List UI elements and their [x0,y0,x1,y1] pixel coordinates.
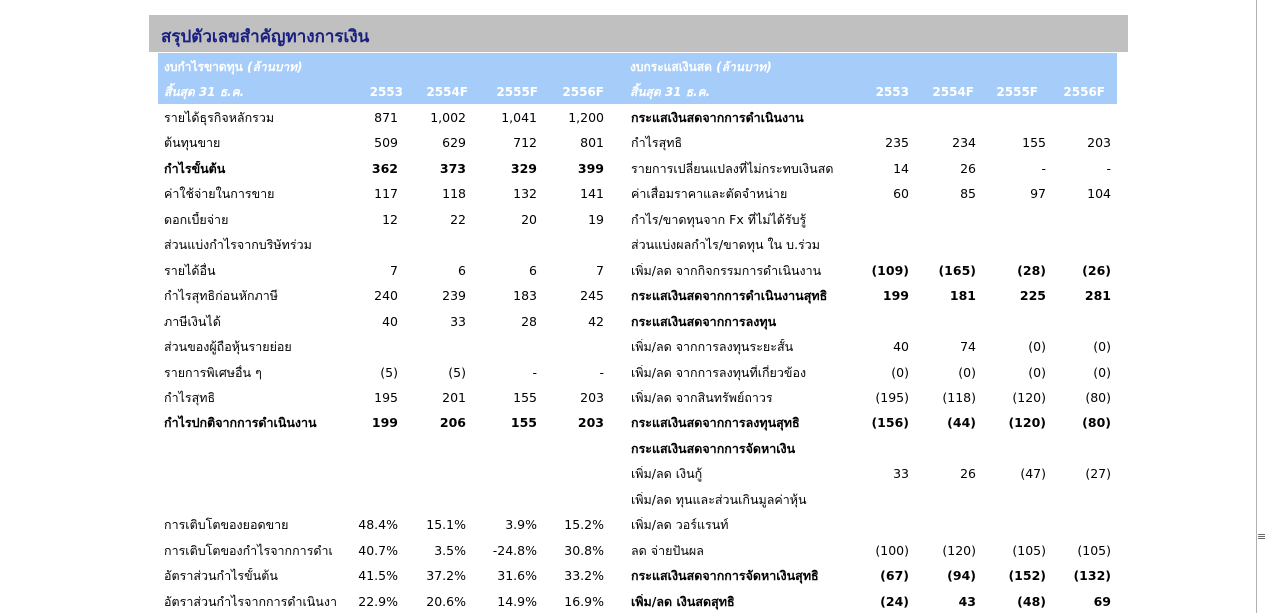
income-statement-label: งบกำไรขาดทุน [164,60,243,74]
left-row-value: 195 [374,390,398,405]
left-row-value: 629 [442,135,466,150]
left-row-value: 203 [577,415,604,430]
right-row-label: เพิ่ม/ลด วอร์แรนท์ [631,517,729,532]
left-row-value: 6 [458,263,466,278]
left-row-value: - [599,365,604,380]
right-row-value: (156) [871,415,909,430]
right-row-value: 181 [949,288,976,303]
left-row-value: 15.2% [564,517,604,532]
left-row-label: กำไรสุทธิ [164,390,216,405]
left-row-value: 155 [513,390,537,405]
right-row-value: 43 [958,594,976,609]
right-row-value: 225 [1019,288,1046,303]
left-period-label: สิ้นสุด 31 ธ.ค. [164,85,245,99]
left-row-value: 42 [588,314,604,329]
left-row-label: ค่าใช้จ่ายในการขาย [164,186,275,201]
left-row-value: 509 [374,135,398,150]
right-row-label: กำไรสุทธิ [631,135,683,150]
table-header [158,53,1117,104]
right-row-value: (165) [938,263,976,278]
right-row-value: 97 [1030,186,1046,201]
right-row-label: เพิ่ม/ลด จากการลงทุนที่เกี่ยวข้อง [631,365,807,380]
right-row-value: (0) [891,365,909,380]
right-row-label: กระแสเงินสดจากการจัดหาเงิน [631,441,796,456]
left-row-label: รายได้ธุรกิจหลักรวม [164,110,275,125]
right-row-value: (27) [1085,466,1111,481]
right-row-label: กระแสเงินสดจากการดำเนินงาน [631,110,804,125]
left-row-value: 15.1% [426,517,466,532]
right-row-value: (120) [1008,415,1046,430]
right-row-value: (132) [1073,568,1111,583]
right-row-value: 203 [1087,135,1111,150]
left-row-value: 31.6% [497,568,537,583]
right-row-value: 74 [960,339,976,354]
right-row-value: 199 [882,288,909,303]
left-year-2554f: 2554F [426,85,468,99]
window-border [1256,0,1257,613]
right-row-label: กระแสเงินสดจากการลงทุนสุทธิ [631,415,800,430]
left-row-value: 48.4% [358,517,398,532]
left-row-value: 7 [390,263,398,278]
left-row-value: 41.5% [358,568,398,583]
right-row-value: (105) [1077,543,1111,558]
right-row-label: เพิ่ม/ลด เงินกู้ [631,466,703,481]
left-row-value: 712 [513,135,537,150]
left-row-value: 22.9% [358,594,398,609]
right-row-value: (0) [1093,339,1111,354]
left-row-value: 801 [580,135,604,150]
left-row-label: ส่วนของผู้ถือหุ้นรายย่อย [164,339,292,354]
left-row-value: -24.8% [492,543,537,558]
left-row-label: รายการพิเศษอื่น ๆ [164,365,262,380]
left-row-label: อัตราส่วนกำไรขั้นต้น [164,568,278,583]
cashflow-statement-label: งบกระแสเงินสด [630,60,712,74]
right-row-value: (0) [958,365,976,380]
left-row-value: 141 [580,186,604,201]
left-year-2553: 2553 [369,85,403,99]
scroll-grip-icon[interactable]: ≡ [1257,530,1266,543]
right-row-value: (152) [1008,568,1046,583]
right-row-value: (48) [1017,594,1046,609]
right-row-value: (24) [880,594,909,609]
right-row-value: 104 [1087,186,1111,201]
cashflow-unit: (ล้านบาท) [716,60,772,74]
left-row-value: 245 [580,288,604,303]
left-row-value: 183 [513,288,537,303]
left-row-label: ต้นทุนขาย [164,135,221,150]
right-row-value: (0) [1028,365,1046,380]
right-row-value: 14 [893,161,909,176]
right-row-value: (118) [942,390,976,405]
left-row-value: 28 [521,314,537,329]
right-year-2553: 2553 [875,85,909,99]
right-row-label: กระแสเงินสดจากการดำเนินงานสุทธิ [631,288,828,303]
left-row-label: กำไรสุทธิก่อนหักภาษี [164,288,279,303]
right-row-value: (47) [1020,466,1046,481]
right-row-label: เพิ่ม/ลด จากการลงทุนระยะสั้น [631,339,794,354]
left-row-value: 6 [529,263,537,278]
left-row-value: 240 [374,288,398,303]
left-row-value: 239 [442,288,466,303]
right-row-value: (94) [947,568,976,583]
left-row-value: 201 [442,390,466,405]
left-row-value: 20 [521,212,537,227]
left-row-value: 37.2% [426,568,466,583]
left-row-value: 155 [510,415,537,430]
left-row-value: 203 [580,390,604,405]
right-row-label: เพิ่ม/ลด จากกิจกรรมการดำเนินงาน [631,263,822,278]
right-row-label: ส่วนแบ่งผลกำไร/ขาดทุน ใน บ.ร่วม [631,237,821,252]
right-year-2556f: 2556F [1063,85,1105,99]
right-row-value: - [1106,161,1111,176]
right-period-label: สิ้นสุด 31 ธ.ค. [630,85,711,99]
left-year-2555f: 2555F [496,85,538,99]
page-title: สรุปตัวเลขสำคัญทางการเงิน [161,27,370,47]
right-row-label: กำไร/ขาดทุนจาก Fx ที่ไม่ได้รับรู้ [631,212,807,227]
right-year-2555f: 2555F [996,85,1038,99]
right-row-label: ค่าเสื่อมราคาและตัดจำหน่าย [631,186,788,201]
right-row-value: (100) [875,543,909,558]
left-row-value: 3.5% [434,543,466,558]
right-row-value: 60 [893,186,909,201]
left-row-label: ส่วนแบ่งกำไรจากบริษัทร่วม [164,237,312,252]
right-row-label: เพิ่ม/ลด เงินสดสุทธิ [631,594,735,609]
left-row-label: การเติบโตของยอดขาย [164,517,289,532]
right-row-label: กระแสเงินสดจากการลงทุน [631,314,777,329]
right-row-value: 234 [952,135,976,150]
right-row-value: (105) [1012,543,1046,558]
right-row-value: (120) [942,543,976,558]
left-row-value: 7 [596,263,604,278]
left-row-label: รายได้อื่น [164,263,216,278]
left-row-value: 206 [439,415,466,430]
right-row-label: เพิ่ม/ลด ทุนและส่วนเกินมูลค่าหุ้น [631,492,807,507]
left-row-value: 399 [577,161,604,176]
left-row-value: 40 [382,314,398,329]
left-row-value: 20.6% [426,594,466,609]
left-row-value: 117 [374,186,398,201]
left-section-title [164,60,303,74]
left-row-value: 30.8% [564,543,604,558]
right-year-2554f: 2554F [932,85,974,99]
title-banner [149,15,1128,52]
right-row-value: 69 [1093,594,1111,609]
left-row-value: 362 [371,161,398,176]
left-row-value: 22 [450,212,466,227]
right-row-value: (0) [1028,339,1046,354]
left-row-value: 118 [442,186,466,201]
right-row-value: (120) [1012,390,1046,405]
right-row-value: (44) [947,415,976,430]
left-row-value: 1,002 [430,110,466,125]
right-row-label: รายการเปลี่ยนแปลงที่ไม่กระทบเงินสด [631,161,834,176]
left-row-label: ภาษีเงินได้ [164,314,221,329]
left-row-value: 1,200 [568,110,604,125]
right-row-value: 85 [960,186,976,201]
left-row-value: 199 [371,415,398,430]
right-row-value: 40 [893,339,909,354]
left-row-value: 40.7% [358,543,398,558]
right-row-value: (0) [1093,365,1111,380]
right-row-value: 281 [1084,288,1111,303]
right-row-value: (80) [1082,415,1111,430]
left-row-value: 3.9% [505,517,537,532]
left-row-value: 12 [382,212,398,227]
right-row-value: 235 [885,135,909,150]
left-row-value: 19 [588,212,604,227]
left-year-2556f: 2556F [562,85,604,99]
left-row-label: กำไรขั้นต้น [164,161,226,176]
right-row-value: 33 [893,466,909,481]
left-row-value: 329 [510,161,537,176]
right-row-value: (80) [1085,390,1111,405]
right-row-label: เพิ่ม/ลด จากสินทรัพย์ถาวร [631,390,773,405]
left-row-label: อัตราส่วนกำไรจากการดำเนินงา [164,594,337,609]
right-row-label: กระแสเงินสดจากการจัดหาเงินสุทธิ [631,568,819,583]
left-row-label: การเติบโตของกำไรจากการดำเ [164,543,333,558]
right-row-value: (28) [1017,263,1046,278]
left-row-value: 373 [439,161,466,176]
left-row-label: ดอกเบี้ยจ่าย [164,212,229,227]
right-row-value: 26 [960,466,976,481]
left-row-value: 16.9% [564,594,604,609]
left-row-value: (5) [380,365,398,380]
right-row-value: (109) [871,263,909,278]
left-row-value: 132 [513,186,537,201]
left-row-value: 33 [450,314,466,329]
right-row-value: (195) [875,390,909,405]
left-row-value: 1,041 [501,110,537,125]
left-row-value: - [532,365,537,380]
right-row-label: ลด จ่ายปันผล [631,543,704,558]
right-row-value: - [1041,161,1046,176]
right-section-title [630,60,772,74]
right-row-value: 155 [1022,135,1046,150]
left-row-value: 871 [374,110,398,125]
left-row-value: (5) [448,365,466,380]
left-row-value: 14.9% [497,594,537,609]
income-unit: (ล้านบาท) [247,60,303,74]
left-row-value: 33.2% [564,568,604,583]
right-row-value: 26 [960,161,976,176]
right-row-value: (67) [880,568,909,583]
left-row-label: กำไรปกติจากการดำเนินงาน [164,415,317,430]
right-row-value: (26) [1082,263,1111,278]
